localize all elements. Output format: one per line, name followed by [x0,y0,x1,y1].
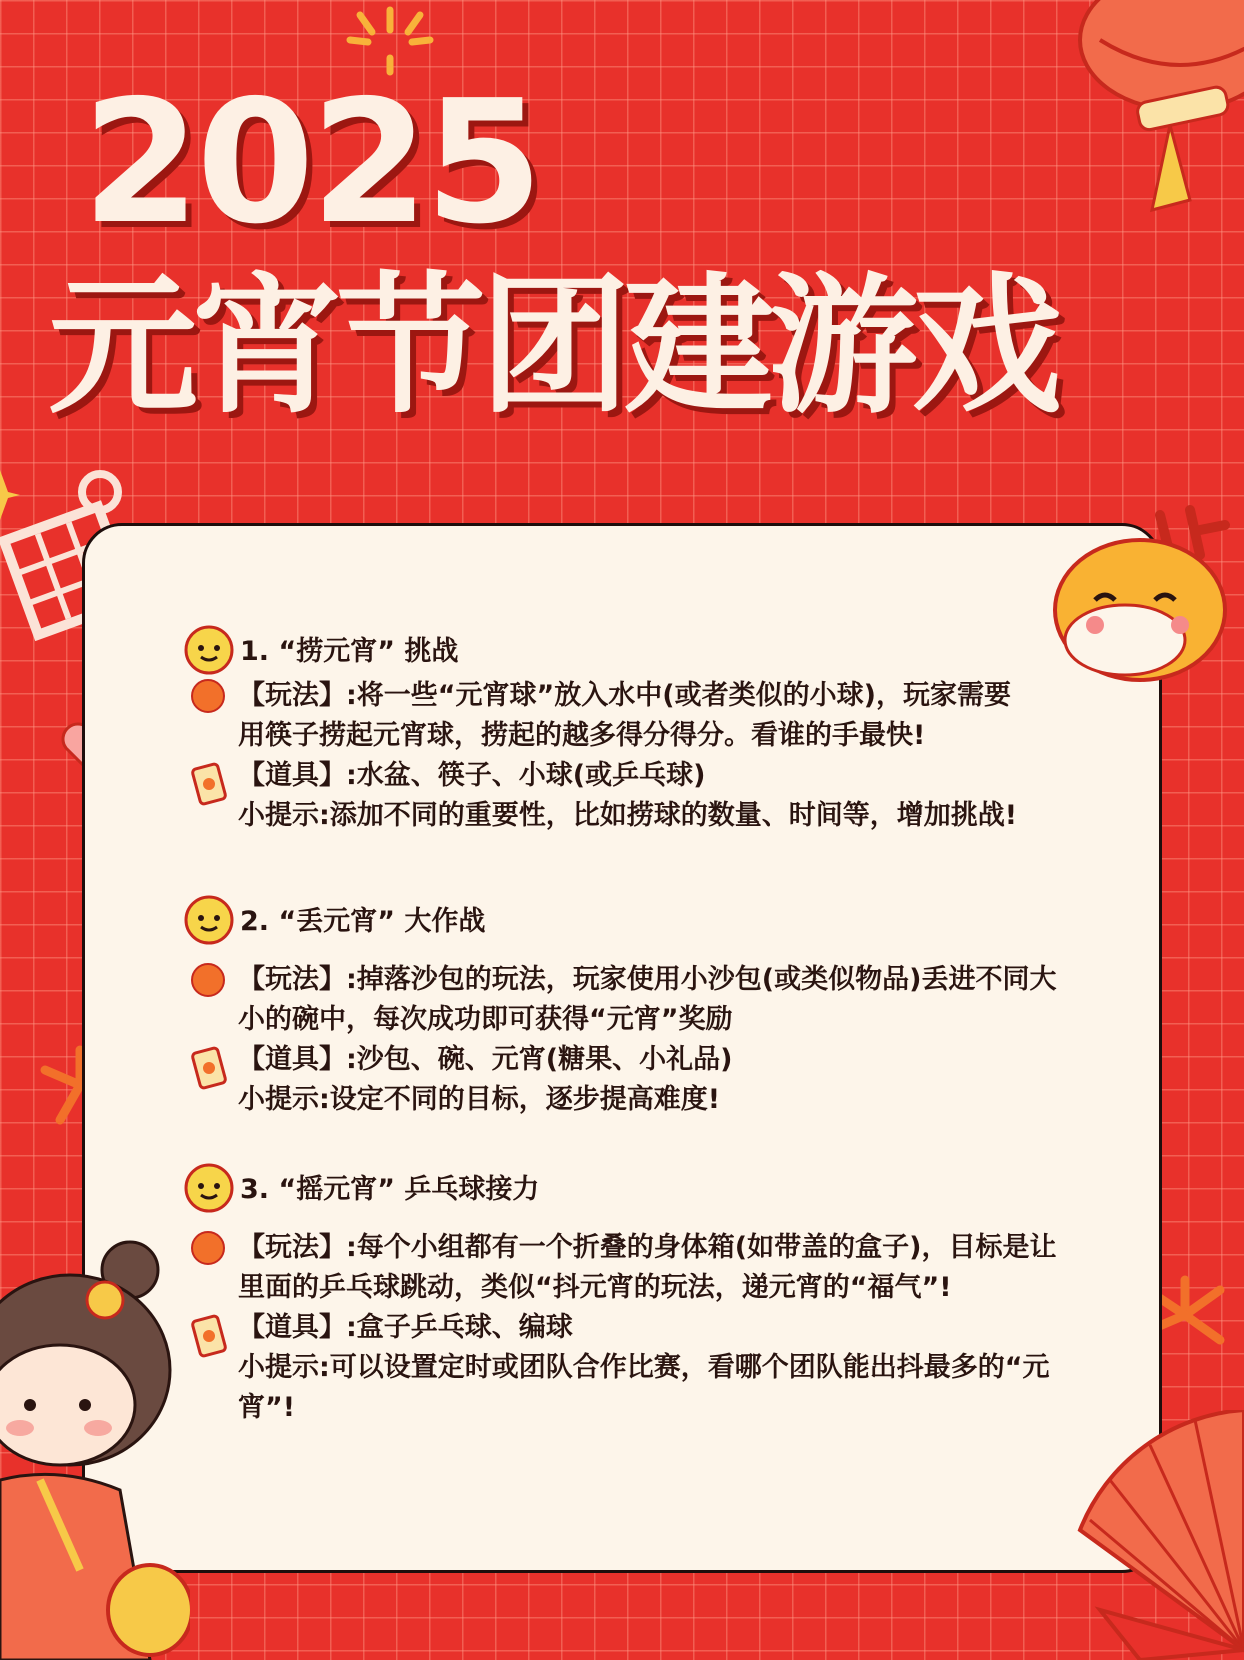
firework-top-icon [330,0,450,80]
paper-fan-icon [1060,1410,1244,1660]
play-text: 【玩法】:每个小组都有一个折叠的身体箱(如带盖的盒子)，目标是让 [238,1232,1057,1263]
props-text: 【道具】:水盆、筷子、小球(或乒乓球) [238,760,706,791]
orange-dot-icon [190,1228,226,1268]
section-title [182,1158,1162,1214]
tip-text: 小提示:可以设置定时或团队合作比赛，看哪个团队能出抖最多的“元 [238,1352,1050,1383]
title-main: 元宵节团建游戏 [48,260,1057,434]
game-section-3 [182,1158,1162,1428]
tip-text: 小提示:设定不同的目标，逐步提高难度! [238,1084,721,1115]
play-text: 用筷子捞起元宵球，捞起的越多得分得分。看谁的手最快! [238,720,926,751]
play-line [182,676,1158,716]
props-text: 【道具】:沙包、碗、元宵(糖果、小礼品) [238,1044,733,1075]
play-text: 【玩法】:将一些“元宵球”放入水中(或者类似的小球)，玩家需要 [238,680,1011,711]
play-text: 里面的乒乓球跳动，类似“抖元宵的玩法，递元宵的“福气”! [238,1272,952,1303]
play-line [182,1228,1158,1268]
smiley-yuanxiao-icon [182,891,236,945]
tip-text: 小提示:添加不同的重要性，比如捞球的数量、时间等，增加挑战! [238,800,1018,831]
smiley-yuanxiao-icon [182,1159,236,1213]
sparkle-icon [0,470,30,520]
smiley-yuanxiao-icon [182,621,236,675]
section-title [182,890,1162,946]
play-line [182,1268,1158,1308]
play-line [182,716,1158,756]
props-text: 【道具】:盒子乒乓球、编球 [238,1312,573,1343]
game-section-2 [182,890,1162,1120]
orange-dot-icon [190,960,226,1000]
play-line [182,960,1158,1000]
tip-line [182,1080,1158,1120]
game-section-1 [182,620,1162,836]
lantern-icon [1060,0,1244,230]
section-title [182,620,1162,676]
section-title-text: 3. “摇元宵” 乒乓球接力 [240,1173,540,1205]
section-title-text: 2. “丢元宵” 大作战 [240,905,486,937]
tip-text: 宵”! [238,1392,296,1423]
tip-line [182,796,1158,836]
girl-character-icon [0,1240,190,1660]
props-line [182,1308,1158,1348]
title-year: 2025 [82,64,540,262]
play-text: 小的碗中，每次成功即可获得“元宵”奖励 [238,1004,733,1035]
play-line [182,1000,1158,1040]
orange-dot-icon [190,676,226,716]
props-line [182,1040,1158,1080]
tip-line [182,1348,1158,1388]
play-text: 【玩法】:掉落沙包的玩法，玩家使用小沙包(或类似物品)丢进不同大 [238,964,1057,995]
props-line [182,756,1158,796]
section-title-text: 1. “捞元宵” 挑战 [240,635,459,667]
tip-line [182,1388,1158,1428]
